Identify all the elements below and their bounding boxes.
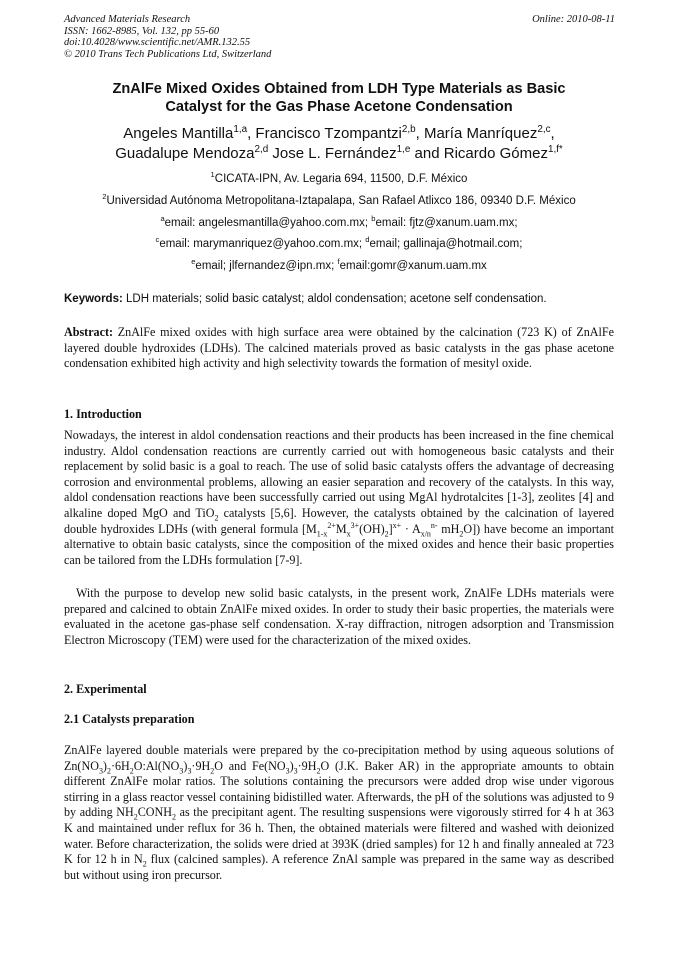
intro-paragraph-1: Nowadays, the interest in aldol condensation reactions and their products has been increased in the fine chemical industry. Aldol condensation reactions are currently carried out with homogeneous basic catalysts and their replacement by solid basic is a goal to reach. The use of solid basic catalysts offers the advantage of decreasing corrosion and environmental problems, allowing an easier separation and recovery of the catalysts. In this way, aldol condensation reactions have been successfully carried out using MgAl hydrotalcites [1-3], zeolites [4] and alkaline doped MgO and TiO$_2$ catalysts [5,6]. However, the catalysts obtained by the calcination of layered double hydroxides LDHs (with general formula $[M_{1-x}^{2+}M_x^{3+}(OH)_2]^{x+} \cdot A_{x/n}^{n-}$ $mH_2O$]) have become an important alternative to obtain basic catalysts, since the composition of the mixed oxides and hence their basic properties can be tailored from the LDHs formulation [7-9]. bbox=[64, 428, 614, 567]
paper-title: ZnAlFe Mixed Oxides Obtained from LDH Type Materials as Basic Catalyst for the Gas Phase Acetone Condensation bbox=[112, 81, 566, 115]
journal-name: Advanced Materials Research bbox=[64, 14, 191, 25]
affiliation-2: $^2$Universidad Autónoma Metropolitana-Iztapalapa, San Rafael Atlixco 186, 09340 D.F. México bbox=[102, 192, 576, 207]
abstract-label: Abstract: bbox=[64, 325, 114, 339]
issn-line: ISSN: 1662-8985, Vol. 132, pp 55-60 bbox=[64, 25, 220, 37]
copyright-line: © 2010 Trans Tech Publications Ltd, Switzerland bbox=[64, 48, 272, 60]
doi-line: doi:10.4028/www.scientific.net/AMR.132.55 bbox=[64, 37, 251, 48]
journal-header bbox=[64, 14, 271, 60]
author-name: Ricardo Gómez bbox=[443, 145, 548, 162]
email-line-1: $^a$email: angelesmantilla@yahoo.com.mx; $^b$email: fjtz@xanum.uam.mx; bbox=[160, 214, 518, 229]
email-line-2: $^c$email: marymanriquez@yahoo.com.mx; $^d$email; gallinaja@hotmail.com; bbox=[155, 235, 523, 250]
author-name: Francisco Tzompantzi bbox=[255, 125, 402, 142]
keywords-label: Keywords: bbox=[64, 293, 123, 305]
preparation-paragraph: ZnAlFe layered double materials were prepared by the co-precipitation method by using aqueous solutions of $Zn(NO_3)_2\cdot 6H_2O:Al(NO_3)_3\cdot 9H_2O$ and $Fe(NO_3)_3\cdot 9H_2O$ (J.K. Baker AR) in the appropriate amounts to obtain different ZnAlFe molar ratios. The solutions containing the precursors were added drop wise under vigorous stirring in a glass reactor vessel containing bidistilled water. Afterwards, the pH of the solutions was adjusted to 9 by adding $NH_2CONH_2$ as the precipitant agent. The resulting suspensions were vigorously stirred for 4 h at 363 K and maintained under reflux for 36 h. Then, the obtained materials were filtered and washed with deionized water. Before characterization, the solids were dried at 393K (dried samples) for 12 h and finally annealed at 723 K for 12 h in $N_2$ flux (calcined samples). A reference ZnAl sample was prepared in the same way as described but without using iron precursor. bbox=[64, 743, 615, 882]
section-heading-experimental: 2. Experimental bbox=[64, 682, 147, 696]
keywords-text: LDH materials; solid basic catalyst; aldol condensation; acetone self condensation. bbox=[122, 293, 547, 305]
author-list bbox=[64, 124, 614, 164]
author-name: Guadalupe Mendoza bbox=[115, 145, 255, 162]
author-line-1: Angeles Mantilla$^{1,a}$, Francisco Tzompantzi$^{2,b}$, María Manríquez$^{2,c}$, bbox=[123, 124, 555, 142]
email-line-3: $^e$email; jlfernandez@ipn.mx; $^f$email:gomr@xanum.uam.mx bbox=[191, 257, 487, 272]
affiliation-1: $^1$CICATA-IPN, Av. Legaria 694, 11500, D.F. México bbox=[210, 170, 468, 185]
author-name: Jose L. Fernández bbox=[272, 145, 397, 162]
abstract bbox=[64, 325, 614, 372]
subsection-heading-preparation: 2.1 Catalysts preparation bbox=[64, 712, 195, 726]
intro-paragraph-2: With the purpose to develop new solid basic catalysts, in the present work, ZnAlFe LDHs materials were prepared and calcined to obtain ZnAlFe mixed oxides. In order to study their basic properties, the materials were evaluated in the acetone gas-phase self condensation. X-ray diffraction, nitrogen adsorption and Transmission Electron Microscopy (TEM) were used for the characterization of the mixed oxides. bbox=[64, 586, 614, 647]
abstract-text: ZnAlFe mixed oxides with high surface area were obtained by the calcination (723 K) of ZnAlFe layered double hydroxides (LDHs). The calcined materials proved as basic catalysts in the gas phase acetone condensation exhibited high activity and high selectivity towards the formation of mesityl oxide. bbox=[64, 325, 614, 371]
author-line-2: Guadalupe Mendoza$^{2,d}$ Jose L. Fernández$^{1,e}$ and Ricardo Gómez$^{1,f*}$ bbox=[115, 144, 563, 162]
author-name: María Manríquez bbox=[423, 125, 538, 142]
author-name: Angeles Mantilla bbox=[123, 125, 234, 142]
keywords bbox=[64, 292, 614, 306]
online-date: Online: 2010-08-11 bbox=[532, 14, 615, 25]
section-heading-introduction: 1. Introduction bbox=[64, 407, 142, 421]
